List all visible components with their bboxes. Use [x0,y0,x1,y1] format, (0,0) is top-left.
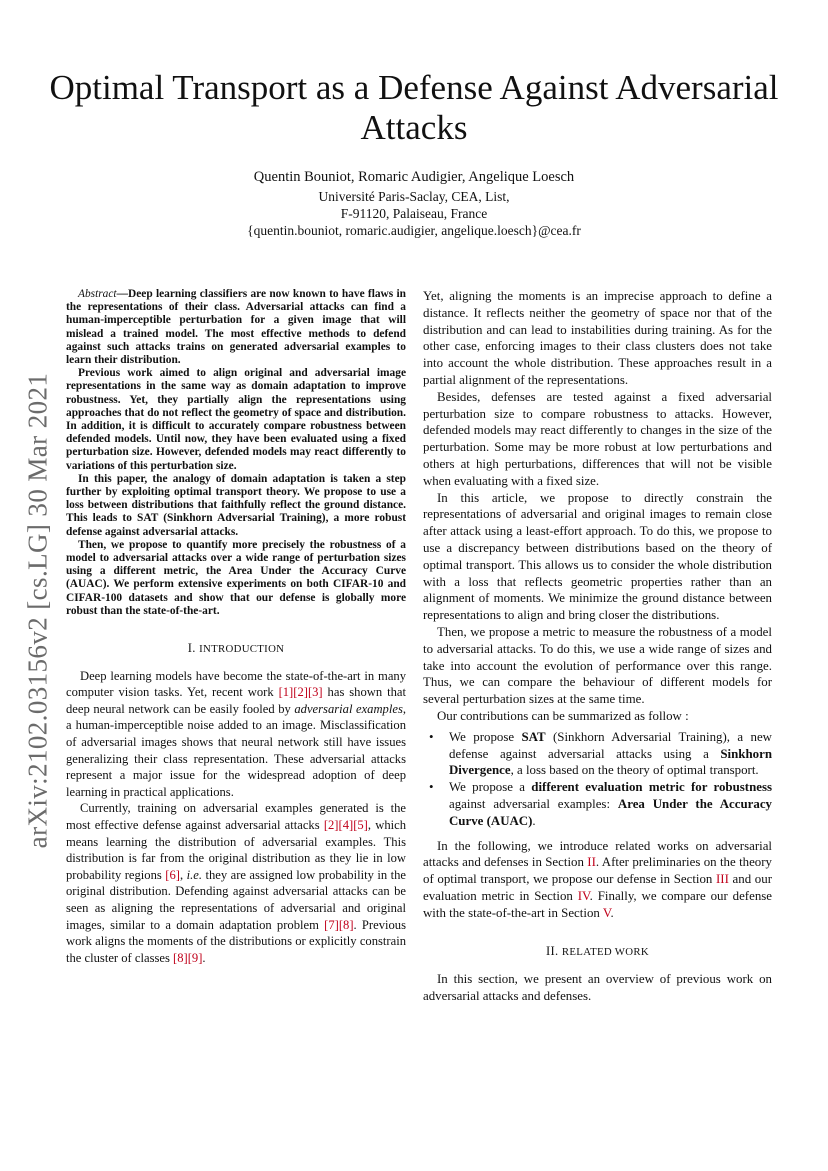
list-item: • We propose a different evaluation metric for robustness against adversarial examples: Area Under the Accuracy Curve (AUAC). [429,780,773,828]
right-paragraph-3: In this article, we propose to directly constrain the representations of adversarial and original images to remain close after attack using a least-effort approach. To do this, we propose to use a discrepancy between distributions based on the theory of optimal transport. This allows us to consider the whole distribution with a loss that reflects geometric properties rather than an alignment of moments. We minimize the ground distance between representations to align and bring closer the distributions. [423,490,772,623]
citation-link[interactable]: [1] [278,685,294,700]
abstract-paragraph-3: In this paper, the analogy of domain adaptation is taken a step further by exploiting optimal transport theory. We propose to use a loss between distributions that faithfully reflect the ground distance. This leads to SAT (Sinkhorn Adversarial Training), a more robust defense against adversarial attacks. [66,472,406,538]
abstract [66,288,406,618]
bullet-icon: • [429,780,434,795]
section-heading-related-work: II. RELATED WORK [546,944,649,959]
author-emails: {quentin.bouniot, romaric.audigier, angelique.loesch}@cea.fr [247,223,581,238]
bullet-icon: • [429,729,434,744]
citation-link[interactable]: [6] [165,867,180,882]
section-link[interactable]: IV [577,888,590,903]
citation-link[interactable]: [8] [338,917,354,932]
abstract-paragraph-2: Previous work aimed to align original and adversarial image representations in the same way as domain adaptation to improve robustness. Yet, they partially align the representations using approaches that do not reflect the geometry of space and distribution. In addition, it is difficult to accurately compare robustness between defended models. Until now, they have been evaluated using a fixed perturbation size. However, defended models may react differently to variations of this perturbation size. [66,367,406,472]
intro-paragraph-1: Deep learning models have become the state-of-the-art in many computer vision tasks. Yet, recent work [1][2][3] has shown that deep neural network can be easily fooled by adversarial examples, a human-imperceptible noise added to an image. Misclassification of adversarial images shows that neural network still have issues generalizing their class representation. These adversarial attacks represent a major issue for the widespread adoption of deep learning in practical applications. [66,668,407,799]
section-link[interactable]: II [587,855,596,870]
affiliation-address: F-91120, Palaiseau, France [340,206,488,221]
right-paragraph-2: Besides, defenses are tested against a fixed adversarial perturbation size to compare robustness to attacks. However, defended models may react differently to changes in the size of the perturbation. Some may be more robust at low perturbations and others at high perturbations, differences that will not be visible when evaluating with a fixed size. [423,389,772,488]
right-paragraph-4: Then, we propose a metric to measure the robustness of a model to adversarial attacks. To do this, we use a wide range of sizes and take into account the evolution of performance over this range. Thus, we can compare the behaviour of different models for several perturbation sizes at the same time. [423,624,772,707]
right-column [423,288,772,1005]
citation-link[interactable]: [3] [307,685,323,700]
section-heading-introduction: I. INTRODUCTION [187,641,285,656]
contributions-list [423,729,772,830]
arxiv-identifier-text: arXiv:2102.03156v2 [cs.LG] 30 Mar 2021 [22,372,53,848]
list-item: • We propose SAT (Sinkhorn Adversarial Training), a new defense against adversarial attacks using a Sinkhorn Divergence, a loss based on the theory of optimal transport. [429,729,772,778]
arxiv-identifier-stamp [18,365,58,855]
citation-link[interactable]: [2] [293,685,308,700]
left-column [66,288,406,966]
section-link[interactable]: III [716,872,729,887]
intro-paragraph-2: Currently, training on adversarial examples generated is the most effective defense against adversarial attacks [2][4][5], which means learning the distribution of adversarial examples. This distribution is far from the original distribution as they lie in low probability regions [6], i.e. they are assigned low probability in the original distribution. Defending against adversarial attacks can be seen as aligning the representations of adversarial and original images, similar to a domain adaptation problem [7][8]. Previous work aligns the moments of the distributions or explicitly constrain the cluster of classes [8][9]. [66,801,407,965]
citation-link[interactable]: [4] [338,818,354,833]
affiliation-institute: Université Paris-Saclay, CEA, List, [318,189,510,204]
right-paragraph-1: Yet, aligning the moments is an imprecise approach to define a distance. It reflects neither the geometry of space nor that of the distribution and can lead to instabilities during training. As for the other case, enforcing images to their class clusters does not take into account the whole distribution. These approaches result in a partial alignment of the representations. [423,289,772,387]
section-link[interactable]: V [602,905,611,920]
contributions-intro: Our contributions can be summarized as follow : [437,708,689,723]
citation-link[interactable]: [7] [324,917,339,932]
citation-link[interactable]: [2] [323,818,339,833]
author-list: Quentin Bouniot, Romaric Audigier, Angelique Loesch [253,169,575,185]
citation-link[interactable]: [9] [187,950,203,965]
abstract-paragraph-1: Abstract—Deep learning classifiers are now known to have flaws in the representations of their class. Adversarial attacks can find a human-imperceptible perturbation for a given image that will mislead a trained model. The most effective methods to defend against such attacks trains on generated adversarial examples to learn their distribution. [66,288,406,367]
related-paragraph-1: In this section, we present an overview of previous work on adversarial attacks and defenses. [423,972,772,1004]
paper-title: Optimal Transport as a Defense Against Adversarial Attacks [49,68,779,147]
outline-paragraph: In the following, we introduce related works on adversarial attacks and defenses in Section II. After preliminaries on the theory of optimal transport, we propose our defense in Section III and our evaluation metric in Section IV. Finally, we compare our defense with the state-of-the-art in Section V. [423,838,773,920]
abstract-paragraph-4: Then, we propose to quantify more precisely the robustness of a model to adversarial attacks over a wide range of perturbation sizes using a different metric, the Area Under the Accuracy Curve (AUAC). We perform extensive experiments on both CIFAR-10 and CIFAR-100 datasets and show that our defense is globally more robust than the state-of-the-art. [66,538,406,617]
abstract-label: Abstract [78,288,117,300]
citation-link[interactable]: [5] [353,818,368,833]
citation-link[interactable]: [8] [173,950,188,965]
